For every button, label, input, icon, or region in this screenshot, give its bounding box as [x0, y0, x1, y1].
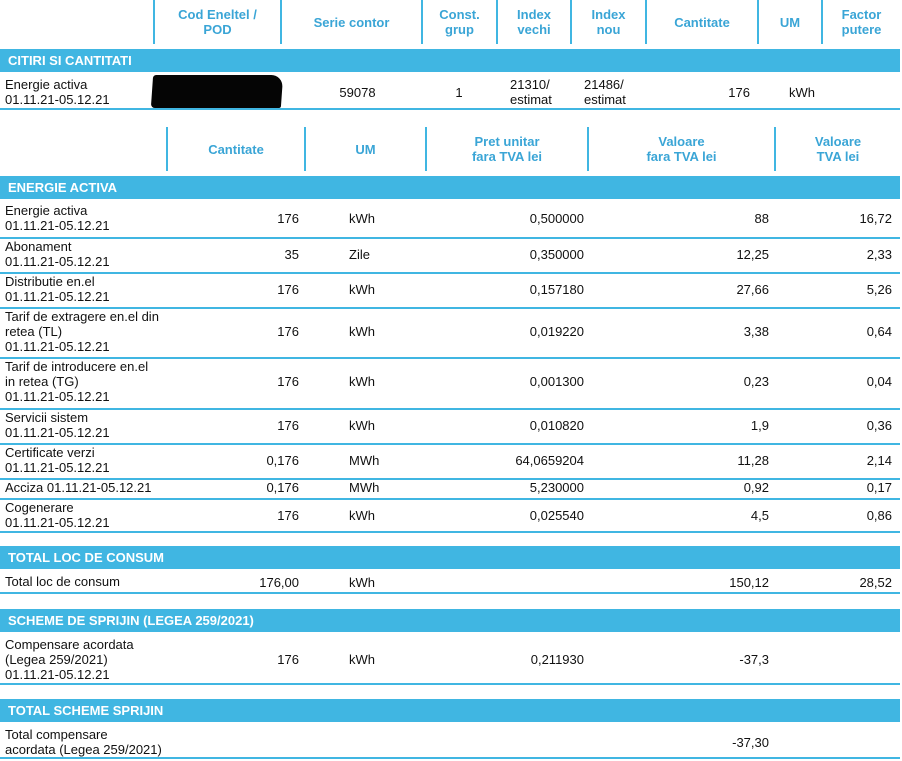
readings-serie: 59078 [339, 85, 376, 100]
readings-const: 1 [455, 85, 463, 100]
energy-row-label: Distributie en.el 01.11.21-05.12.21 [5, 274, 110, 304]
energy-row-label: Certificate verzi 01.11.21-05.12.21 [5, 445, 110, 475]
row-divider [0, 498, 900, 500]
support-price: 0,211930 [530, 652, 584, 667]
energy-row-um: Zile [349, 247, 370, 262]
energy-row-value: 88 [754, 211, 769, 226]
readings-index-old: 21310/ estimat [510, 77, 552, 107]
energy-row-label: Servicii sistem 01.11.21-05.12.21 [5, 410, 110, 440]
energy-row-price: 64,0659204 [515, 453, 584, 468]
col-um-header: UM [779, 14, 801, 30]
total-support-section-title: TOTAL SCHEME SPRIJIN [0, 699, 900, 722]
support-value: -37,3 [739, 652, 769, 667]
energy-row-qty: 176 [277, 211, 299, 226]
energy-row-value: 11,28 [737, 453, 769, 468]
energy-row-price: 0,157180 [529, 282, 584, 297]
row-divider [0, 237, 900, 239]
row-divider [0, 408, 900, 410]
energy-row-vat: 5,26 [866, 282, 892, 297]
energy-row-label: Cogenerare 01.11.21-05.12.21 [5, 500, 110, 530]
energy-row-value: 1,9 [750, 418, 769, 433]
total-loc-section-title: TOTAL LOC DE CONSUM [0, 546, 900, 569]
energy-row-price: 0,019220 [529, 324, 584, 339]
row-divider [0, 272, 900, 274]
support-divider [0, 683, 900, 685]
energy-row-label: Tarif de introducere en.el in retea (TG) 01.11.21-05.12.21 [5, 359, 149, 404]
readings-qty: 176 [728, 85, 750, 100]
row-divider [0, 531, 900, 533]
energy-row-vat: 0,64 [866, 324, 892, 339]
total-support-value: -37,30 [732, 735, 769, 750]
energy-row-label: Acciza 01.11.21-05.12.21 [5, 480, 152, 495]
energy-row-price: 0,350000 [529, 247, 584, 262]
energy-row-label: Tarif de extragere en.el din retea (TL) 01.11.21-05.12.21 [5, 309, 159, 354]
energy-row-qty: 176 [277, 282, 299, 297]
energy-row-qty: 176 [277, 374, 299, 389]
energy-row-qty: 0,176 [266, 480, 299, 495]
energy-row-label: Abonament 01.11.21-05.12.21 [5, 239, 110, 269]
col-qty-header: Cantitate [674, 14, 730, 30]
total-loc-um: kWh [349, 575, 375, 590]
energy-row-price: 5,230000 [529, 480, 584, 495]
charges-col-vat-header: Valoare TVA lei [814, 134, 862, 164]
energy-row-price: 0,001300 [529, 374, 584, 389]
total-loc-qty: 176,00 [259, 575, 299, 590]
energy-row-vat: 16,72 [859, 211, 892, 226]
energy-row-um: MWh [349, 480, 380, 495]
energy-row-qty: 176 [277, 508, 299, 523]
support-um: kWh [349, 652, 375, 667]
energy-row-qty: 0,176 [266, 453, 299, 468]
total-support-divider [0, 757, 900, 759]
energy-row-um: kWh [349, 282, 375, 297]
col-index-old-header: Index vechi [517, 7, 551, 37]
energy-row-vat: 0,86 [866, 508, 892, 523]
total-loc-label: Total loc de consum [5, 574, 120, 589]
col-const-header: Const. grup [439, 7, 480, 37]
energy-row-qty: 35 [284, 247, 299, 262]
energy-row-qty: 176 [277, 324, 299, 339]
energy-row-value: 4,5 [750, 508, 769, 523]
total-loc-value: 150,12 [729, 575, 769, 590]
energy-row-um: kWh [349, 374, 375, 389]
total-loc-vat: 28,52 [859, 575, 892, 590]
energy-row-um: MWh [349, 453, 380, 468]
support-qty: 176 [277, 652, 299, 667]
support-label: Compensare acordata (Legea 259/2021) 01.11.21-05.12.21 [5, 637, 134, 682]
energy-row-value: 3,38 [743, 324, 769, 339]
readings-divider [0, 108, 900, 110]
charges-col-um-header: UM [355, 141, 376, 157]
energy-row-vat: 0,17 [866, 480, 892, 495]
energy-row-vat: 0,36 [866, 418, 892, 433]
col-cod-pod-header: Cod Eneltel / POD [178, 7, 257, 37]
row-divider [0, 443, 900, 445]
readings-label: Energie activa 01.11.21-05.12.21 [5, 77, 110, 107]
energy-row-value: 0,23 [743, 374, 769, 389]
energy-row-vat: 2,33 [866, 247, 892, 262]
energy-row-price: 0,500000 [529, 211, 584, 226]
energy-row-vat: 2,14 [866, 453, 892, 468]
total-loc-divider [0, 592, 900, 594]
energy-row-value: 0,92 [743, 480, 769, 495]
readings-um: kWh [789, 85, 815, 100]
col-factor-header: Factor putere [841, 7, 882, 37]
charges-col-price-header: Pret unitar fara TVA lei [471, 134, 543, 164]
energy-row-um: kWh [349, 211, 375, 226]
energy-row-value: 27,66 [736, 282, 769, 297]
readings-section-title: CITIRI SI CANTITATI [0, 49, 900, 72]
total-support-label: Total compensare acordata (Legea 259/2021) [5, 727, 162, 757]
energy-row-um: kWh [349, 508, 375, 523]
charges-col-qty-header: Cantitate [208, 141, 264, 157]
energy-row-um: kWh [349, 418, 375, 433]
col-index-new-header: Index nou [591, 7, 626, 37]
support-section-title: SCHEME DE SPRIJIN (LEGEA 259/2021) [0, 609, 900, 632]
readings-index-new: 21486/ estimat [584, 77, 626, 107]
energy-row-vat: 0,04 [866, 374, 892, 389]
energy-row-um: kWh [349, 324, 375, 339]
energy-row-price: 0,010820 [529, 418, 584, 433]
redacted-pod [151, 75, 283, 108]
energy-row-label: Energie activa 01.11.21-05.12.21 [5, 203, 110, 233]
col-serie-header: Serie contor [313, 14, 390, 30]
charges-col-value-header: Valoare fara TVA lei [646, 134, 717, 164]
energy-row-price: 0,025540 [529, 508, 584, 523]
energy-row-qty: 176 [277, 418, 299, 433]
energy-section-title: ENERGIE ACTIVA [0, 176, 900, 199]
energy-row-value: 12,25 [736, 247, 769, 262]
